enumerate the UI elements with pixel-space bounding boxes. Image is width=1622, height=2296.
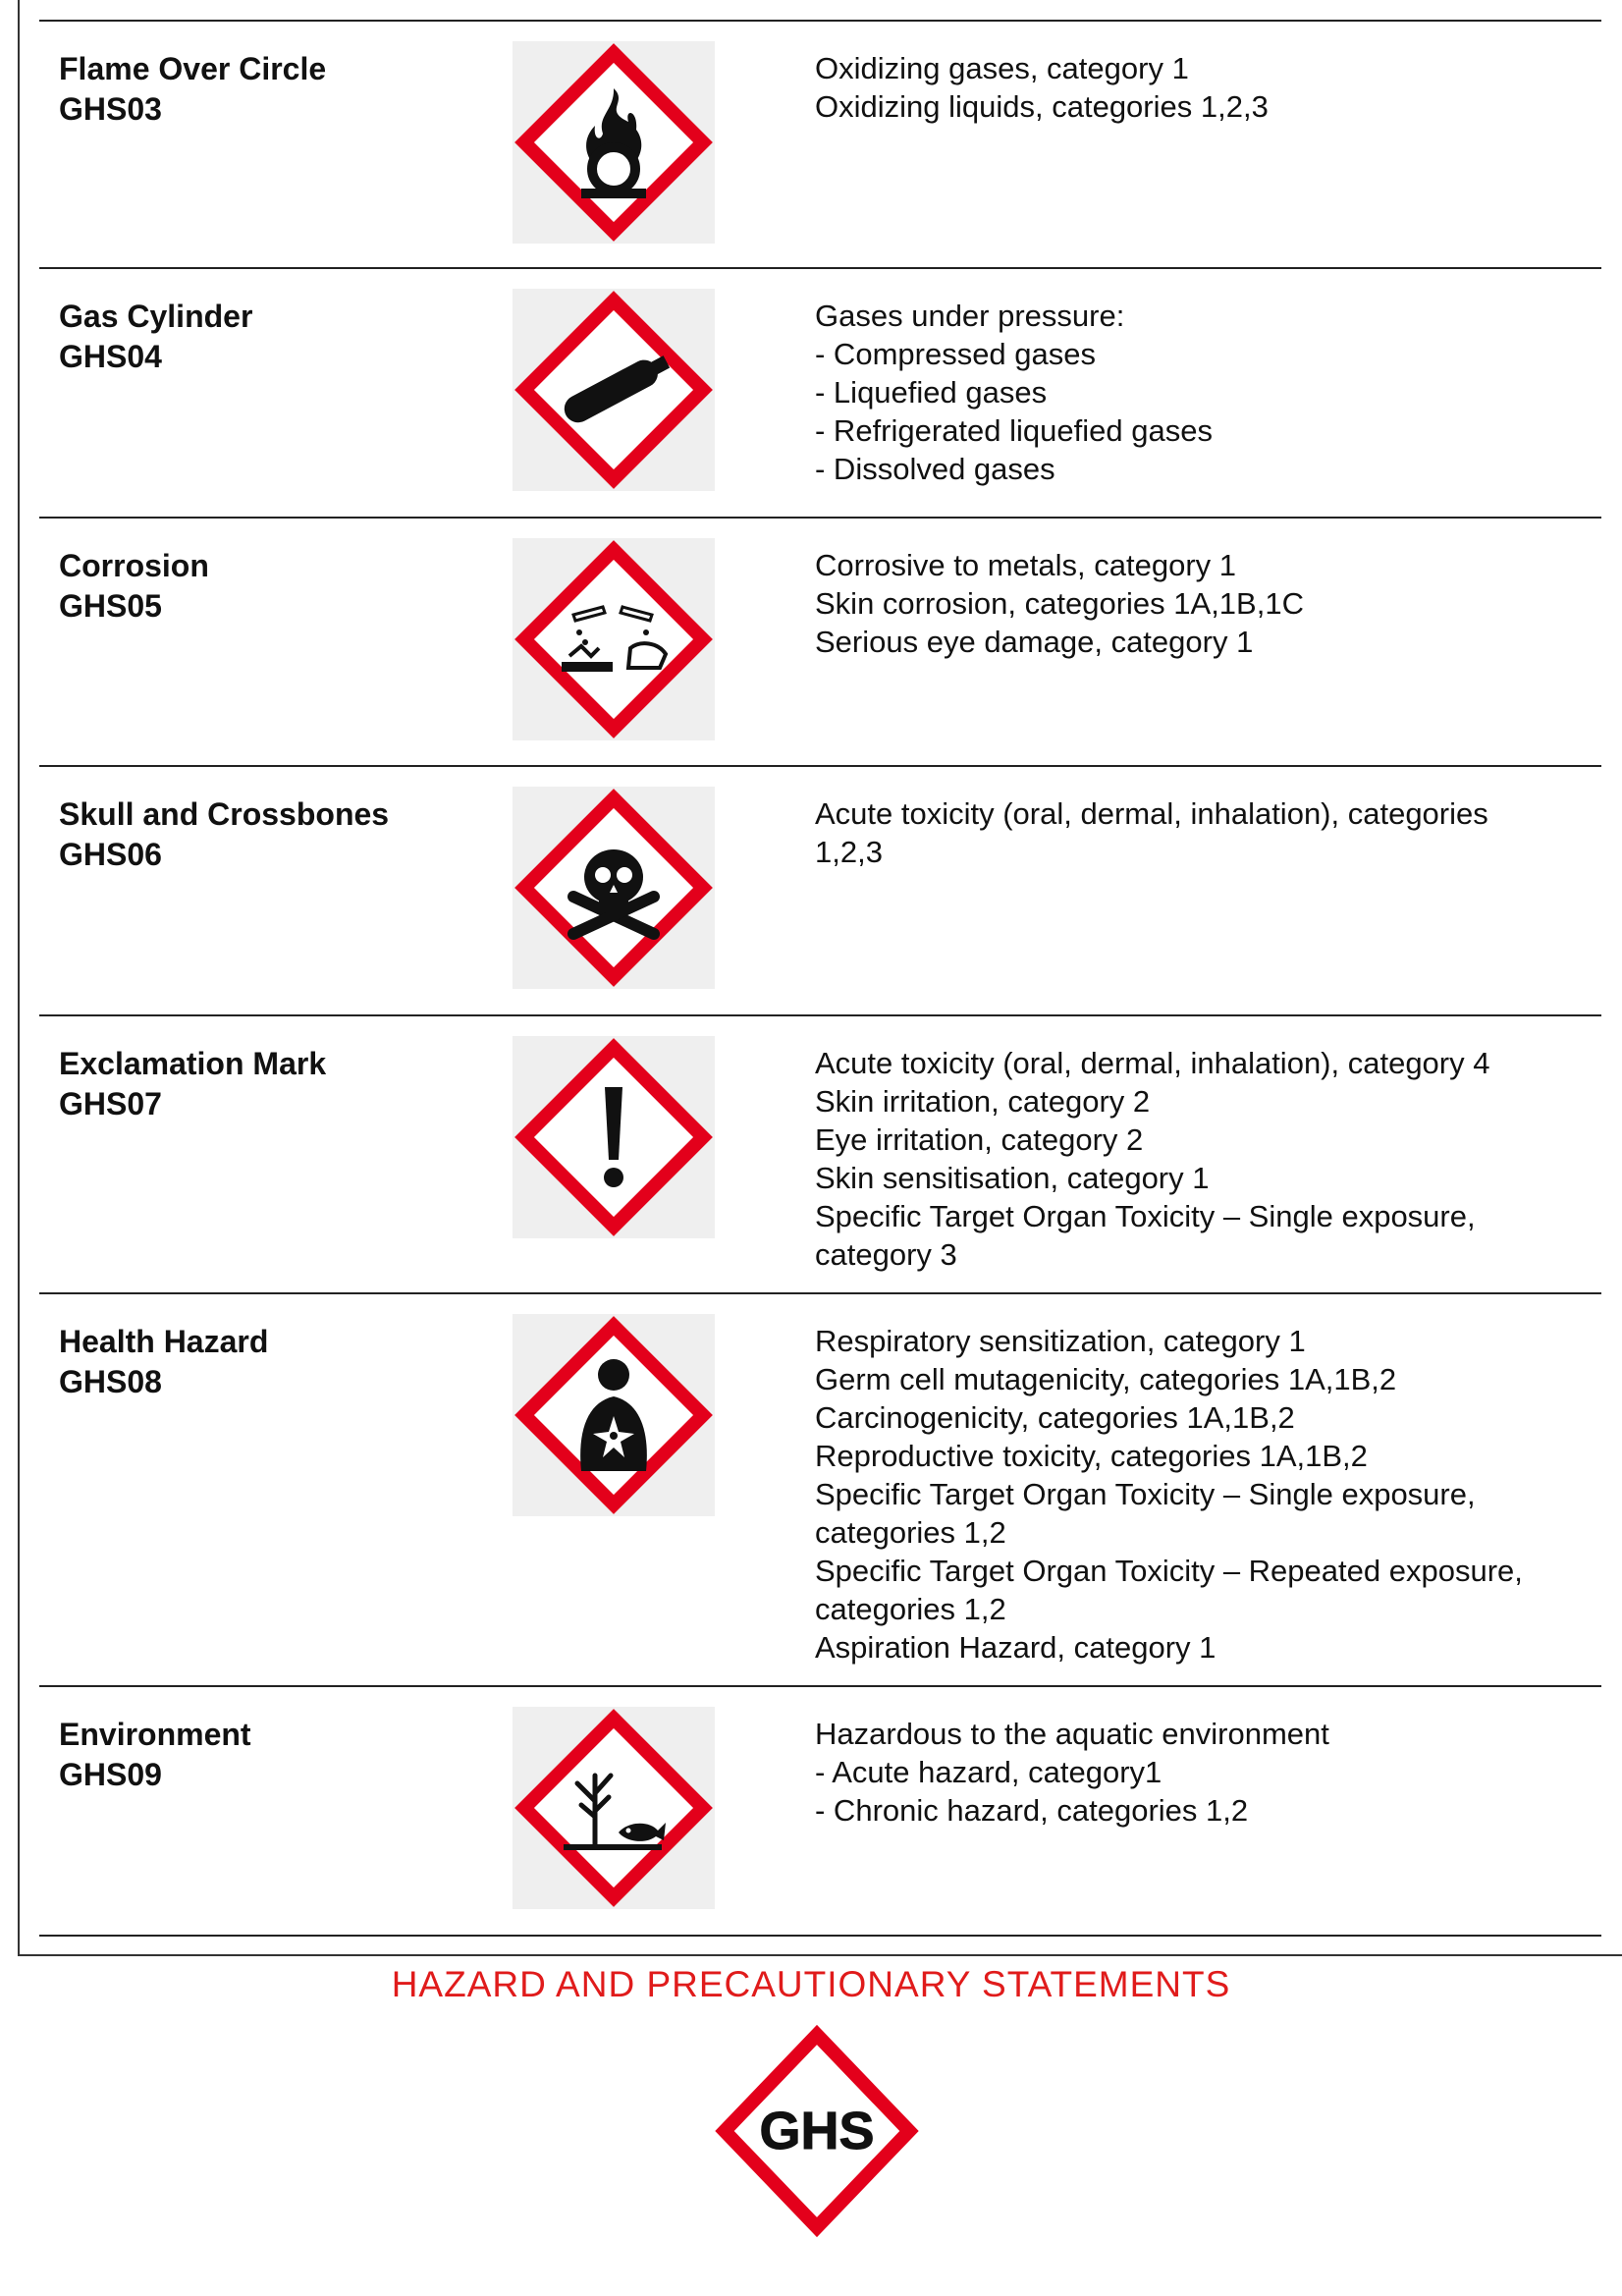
pictogram-title: Corrosion: [59, 548, 209, 583]
pictogram-name: [59, 794, 389, 875]
skull-crossbones-icon: [513, 787, 715, 989]
pictogram-code: GHS04: [59, 339, 162, 374]
row-divider: [39, 1292, 1601, 1294]
pictogram-name: [59, 546, 209, 627]
pictogram-title: Health Hazard: [59, 1324, 269, 1359]
pictogram-name: [59, 297, 252, 377]
hazard-classes: Hazardous to the aquatic environment - Acute hazard, category1 - Chronic hazard, categories 1,2: [815, 1717, 1329, 1828]
pictogram-code: GHS07: [59, 1086, 162, 1121]
hazard-classes: Respiratory sensitization, category 1 Germ cell mutagenicity, categories 1A,1B,2 Carcinogenicity, categories 1A,1B,2 Reproductive toxicity, categories 1A,1B,2 Specific Target Organ Toxicity – Single exposure, categories 1,2 Specific Target Organ Toxicity – Repeated exposure, categories 1,2 Aspiration Hazard, category 1: [815, 1324, 1523, 1665]
pictogram-name: [59, 1044, 326, 1124]
hazard-classes: Corrosive to metals, category 1 Skin corrosion, categories 1A,1B,1C Serious eye damage, category 1: [815, 548, 1304, 659]
pictogram-code: GHS08: [59, 1364, 162, 1399]
hazard-classes: Gases under pressure: - Compressed gases - Liquefied gases - Refrigerated liquefied gases - Dissolved gases: [815, 299, 1213, 486]
exclamation-mark-icon: [513, 1036, 715, 1238]
pictogram-code: GHS05: [59, 588, 162, 624]
hazard-classes: Acute toxicity (oral, dermal, inhalation), category 4 Skin irritation, category 2 Eye irritation, category 2 Skin sensitisation, category 1 Specific Target Organ Toxicity – Single exposure, category 3: [815, 1046, 1490, 1272]
pictogram-name: [59, 1715, 251, 1795]
environment-icon: [513, 1707, 715, 1909]
pictogram-name: [59, 49, 326, 130]
row-divider: [39, 765, 1601, 767]
flame-over-circle-icon: [513, 41, 715, 244]
pictogram-name: [59, 1322, 268, 1402]
pictogram-title: Gas Cylinder: [59, 299, 253, 334]
hazard-classes: Acute toxicity (oral, dermal, inhalation), categories 1,2,3: [815, 796, 1488, 869]
pictogram-title: Environment: [59, 1717, 251, 1752]
row-divider: [39, 517, 1601, 519]
pictogram-title: Flame Over Circle: [59, 51, 327, 86]
row-divider: [39, 1014, 1601, 1016]
row-divider: [39, 267, 1601, 269]
pictogram-code: GHS06: [59, 837, 162, 872]
row-divider: [39, 1935, 1601, 1937]
hazard-classes: Oxidizing gases, category 1 Oxidizing liquids, categories 1,2,3: [815, 51, 1269, 124]
footer-title: HAZARD AND PRECAUTIONARY STATEMENTS: [391, 1964, 1231, 2004]
row-divider: [39, 1685, 1601, 1687]
ghs-logo-text: GHS: [759, 2102, 875, 2160]
pictogram-title: Skull and Crossbones: [59, 796, 390, 832]
row-divider: [39, 20, 1601, 22]
gas-cylinder-icon: [513, 289, 715, 491]
ghs-logo-icon: [713, 2023, 921, 2239]
pictogram-title: Exclamation Mark: [59, 1046, 327, 1081]
health-hazard-icon: [513, 1314, 715, 1516]
pictogram-code: GHS09: [59, 1757, 162, 1792]
pictogram-code: GHS03: [59, 91, 162, 127]
corrosion-icon: [513, 538, 715, 740]
